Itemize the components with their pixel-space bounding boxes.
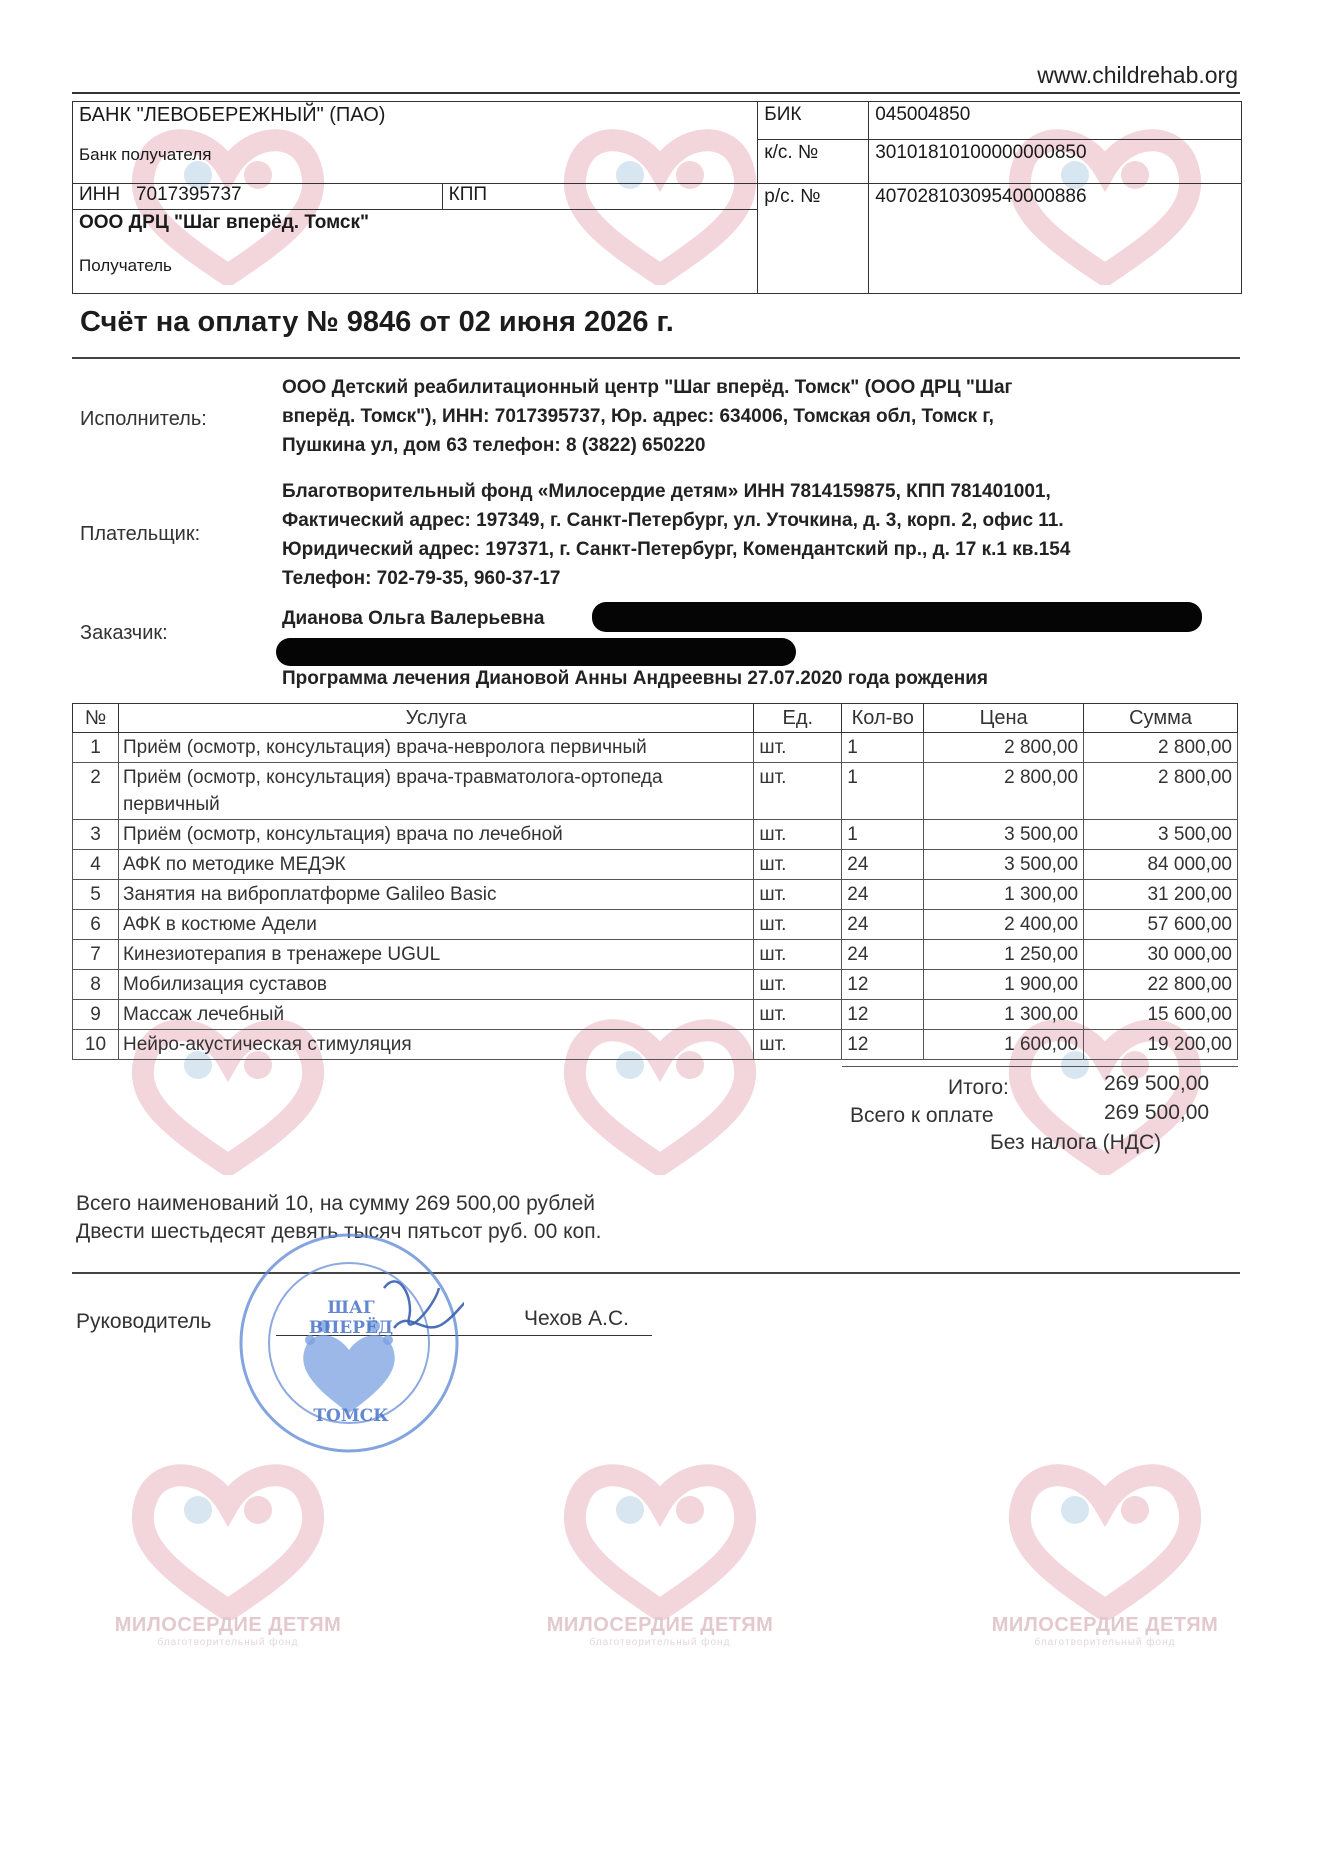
table-row xyxy=(73,1000,1238,1030)
row-number: 6 xyxy=(73,910,119,940)
director-label: Руководитель xyxy=(76,1310,212,1333)
payer-details xyxy=(282,477,1252,593)
watermark-name: МИЛОСЕРДИЕ ДЕТЯМ xyxy=(991,1614,1219,1636)
payer-line: Фактический адрес: 197349, г. Санкт-Петербург, ул. Уточкина, д. 3, корп. 2, офис 11. xyxy=(282,510,1064,531)
customer-label: Заказчик: xyxy=(80,622,168,644)
table-row xyxy=(73,850,1238,880)
quantity: 24 xyxy=(842,910,924,940)
table-header-row xyxy=(73,704,1238,733)
services-table xyxy=(72,703,1238,1060)
quantity: 1 xyxy=(842,820,924,850)
table-row xyxy=(73,880,1238,910)
unit: шт. xyxy=(754,850,842,880)
row-number: 9 xyxy=(73,1000,119,1030)
watermark-subtitle: благотворительный фонд xyxy=(157,1637,299,1648)
executor-line: ООО Детский реабилитационный центр "Шаг вперёд. Томск" (ООО ДРЦ "Шаг xyxy=(282,377,1013,398)
row-number: 1 xyxy=(73,733,119,763)
price: 3 500,00 xyxy=(924,850,1084,880)
price: 1 250,00 xyxy=(924,940,1084,970)
quantity: 24 xyxy=(842,880,924,910)
row-number: 4 xyxy=(73,850,119,880)
service-name: Кинезиотерапия в тренажере UGUL xyxy=(118,940,753,970)
recipient-bank-label: Банк получателя xyxy=(79,145,212,164)
price: 2 800,00 xyxy=(924,763,1084,820)
sum: 84 000,00 xyxy=(1084,850,1238,880)
quantity: 1 xyxy=(842,733,924,763)
service-name: АФК в костюме Адели xyxy=(118,910,753,940)
due-value: 269 500,00 xyxy=(1104,1101,1210,1124)
payer-line: Телефон: 702-79-35, 960-37-17 xyxy=(282,568,561,589)
bik-value: 045004850 xyxy=(869,102,1242,140)
bank-details-table xyxy=(72,101,1242,294)
redaction-bar xyxy=(592,602,1202,632)
vat-note: Без налога (НДС) xyxy=(990,1131,1162,1154)
unit: шт. xyxy=(754,763,842,820)
totals-divider xyxy=(842,1066,1238,1067)
table-row xyxy=(73,763,1238,820)
payer-label: Плательщик: xyxy=(80,523,201,545)
watermark xyxy=(985,1450,1225,1648)
column-header: Цена xyxy=(924,704,1084,733)
recipient-label: Получатель xyxy=(79,256,172,275)
payer-line: Юридический адрес: 197371, г. Санкт-Петербург, Комендантский пр., д. 17 к.1 кв.154 xyxy=(282,539,1071,560)
program-title: Программа лечения Диановой Анны Андреевны 27.07.2020 года рождения xyxy=(282,668,988,689)
executor-line: Пушкина ул, дом 63 телефон: 8 (3822) 650220 xyxy=(282,435,706,456)
row-number: 5 xyxy=(73,880,119,910)
executor-label: Исполнитель: xyxy=(80,408,207,430)
heart-logo-icon xyxy=(128,1450,328,1620)
price: 1 300,00 xyxy=(924,1000,1084,1030)
service-name: Нейро-акустическая стимуляция xyxy=(118,1030,753,1060)
price: 1 600,00 xyxy=(924,1030,1084,1060)
row-number: 10 xyxy=(73,1030,119,1060)
service-name: Массаж лечебный xyxy=(118,1000,753,1030)
items-summary: Всего наименований 10, на сумму 269 500,00 рублей xyxy=(76,1192,596,1215)
column-header: № xyxy=(73,704,119,733)
watermark-subtitle: благотворительный фонд xyxy=(589,1637,731,1648)
service-name: Приём (осмотр, консультация) врача-травматолога-ортопеда первичный xyxy=(118,763,753,820)
customer-name: Дианова Ольга Валерьевна xyxy=(282,608,545,629)
executor-details xyxy=(282,373,1242,460)
ks-value: 30101810100000000850 xyxy=(869,140,1242,184)
recipient-name: ООО ДРЦ "Шаг вперёд. Томск" xyxy=(79,212,370,233)
unit: шт. xyxy=(754,733,842,763)
watermark xyxy=(108,1450,348,1648)
service-name: АФК по методике МЕДЭК xyxy=(118,850,753,880)
recipient-cell xyxy=(73,210,758,294)
inn-value: 7017395737 xyxy=(135,184,242,205)
sum: 3 500,00 xyxy=(1084,820,1238,850)
column-header: Услуга xyxy=(118,704,753,733)
rs-label: р/с. № xyxy=(758,184,869,294)
heart-logo-icon xyxy=(560,1450,760,1620)
unit: шт. xyxy=(754,880,842,910)
quantity: 1 xyxy=(842,763,924,820)
bank-name: БАНК "ЛЕВОБЕРЕЖНЫЙ" (ПАО) xyxy=(79,104,386,126)
sum: 19 200,00 xyxy=(1084,1030,1238,1060)
inn-label: ИНН xyxy=(79,184,121,205)
rs-value: 40702810309540000886 xyxy=(869,184,1242,294)
total-value: 269 500,00 xyxy=(1104,1072,1210,1095)
column-header: Ед. xyxy=(754,704,842,733)
total-label: Итого: xyxy=(948,1076,1009,1099)
price: 1 300,00 xyxy=(924,880,1084,910)
executor-line: вперёд. Томск"), ИНН: 7017395737, Юр. адрес: 634006, Томская обл, Томск г, xyxy=(282,406,994,427)
title-divider xyxy=(72,357,1240,359)
due-label: Всего к оплате xyxy=(850,1104,994,1127)
column-header: Кол-во xyxy=(842,704,924,733)
sum: 31 200,00 xyxy=(1084,880,1238,910)
service-name: Приём (осмотр, консультация) врача по лечебной xyxy=(118,820,753,850)
watermark-name: МИЛОСЕРДИЕ ДЕТЯМ xyxy=(114,1614,342,1636)
heart-logo-icon xyxy=(1005,1450,1205,1620)
table-row xyxy=(73,733,1238,763)
table-row xyxy=(73,820,1238,850)
price: 2 400,00 xyxy=(924,910,1084,940)
unit: шт. xyxy=(754,940,842,970)
kpp-label: КПП xyxy=(442,184,758,210)
row-number: 3 xyxy=(73,820,119,850)
bank-cell xyxy=(73,102,758,184)
price: 3 500,00 xyxy=(924,820,1084,850)
table-row xyxy=(73,940,1238,970)
sum: 15 600,00 xyxy=(1084,1000,1238,1030)
unit: шт. xyxy=(754,1000,842,1030)
column-header: Сумма xyxy=(1084,704,1238,733)
watermark xyxy=(540,1450,780,1648)
unit: шт. xyxy=(754,820,842,850)
quantity: 12 xyxy=(842,1030,924,1060)
unit: шт. xyxy=(754,910,842,940)
quantity: 12 xyxy=(842,1000,924,1030)
unit: шт. xyxy=(754,1030,842,1060)
watermark-name: МИЛОСЕРДИЕ ДЕТЯМ xyxy=(546,1614,774,1636)
header-divider xyxy=(72,92,1240,94)
ks-label: к/с. № xyxy=(758,140,869,184)
price: 1 900,00 xyxy=(924,970,1084,1000)
amount-in-words: Двести шестьдесят девять тысяч пятьсот руб. 00 коп. xyxy=(76,1220,602,1243)
payer-line: Благотворительный фонд «Милосердие детям» ИНН 7814159875, КПП 781401001, xyxy=(282,481,1051,502)
row-number: 7 xyxy=(73,940,119,970)
sum: 30 000,00 xyxy=(1084,940,1238,970)
table-row xyxy=(73,970,1238,1000)
price: 2 800,00 xyxy=(924,733,1084,763)
table-row xyxy=(73,910,1238,940)
row-number: 8 xyxy=(73,970,119,1000)
stamp-text-bottom: ТОМСК xyxy=(313,1406,389,1426)
sum: 2 800,00 xyxy=(1084,733,1238,763)
quantity: 24 xyxy=(842,850,924,880)
row-number: 2 xyxy=(73,763,119,820)
table-row xyxy=(73,1030,1238,1060)
service-name: Приём (осмотр, консультация) врача-невролога первичный xyxy=(118,733,753,763)
inn-cell xyxy=(73,184,443,210)
quantity: 12 xyxy=(842,970,924,1000)
redaction-bar xyxy=(276,638,796,666)
service-name: Мобилизация суставов xyxy=(118,970,753,1000)
company-stamp xyxy=(234,1228,464,1458)
unit: шт. xyxy=(754,970,842,1000)
director-name: Чехов А.С. xyxy=(524,1307,629,1330)
quantity: 24 xyxy=(842,940,924,970)
sum: 57 600,00 xyxy=(1084,910,1238,940)
watermark-subtitle: благотворительный фонд xyxy=(1034,1637,1176,1648)
sum: 2 800,00 xyxy=(1084,763,1238,820)
service-name: Занятия на виброплатформе Galileo Basic xyxy=(118,880,753,910)
website-url: www.childrehab.org xyxy=(1037,62,1238,88)
invoice-title: Счёт на оплату № 9846 от 02 июня 2026 г. xyxy=(80,306,674,338)
stamp-text-top: ШАГ ВПЕРЁД xyxy=(308,1298,394,1338)
sum: 22 800,00 xyxy=(1084,970,1238,1000)
bik-label: БИК xyxy=(758,102,869,140)
